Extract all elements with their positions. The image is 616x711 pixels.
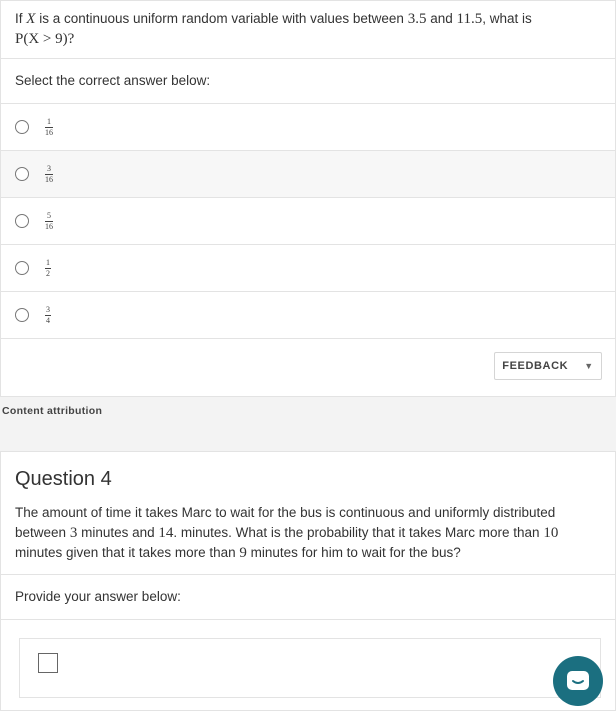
fraction-label: $\frac{3}{16}$	[45, 163, 53, 184]
q4-max-value: 14	[158, 525, 174, 541]
fraction-label: $\frac{1}{2}$	[46, 257, 50, 278]
radio-button[interactable]	[15, 261, 29, 275]
q3-variable: X	[26, 11, 36, 27]
q3-text-suffix: , what is	[482, 11, 532, 26]
fraction-label: $\frac{5}{16}$	[45, 210, 53, 231]
answer-input-box[interactable]	[38, 653, 58, 673]
q4-threshold-value: 10	[543, 525, 559, 541]
q3-text-mid: is a continuous uniform random variable with values between	[39, 11, 404, 26]
answer-area[interactable]	[19, 638, 601, 698]
chat-button[interactable]	[553, 656, 603, 706]
option-2[interactable]	[1, 151, 615, 198]
question-3-text	[1, 1, 615, 59]
fraction-label: $\frac{3}{4}$	[46, 304, 50, 325]
option-3[interactable]	[1, 198, 615, 245]
q3-low-value: 3.5	[407, 11, 427, 27]
question-4-card	[0, 451, 616, 711]
feedback-button[interactable]	[494, 352, 602, 380]
option-5[interactable]	[1, 292, 615, 339]
chevron-down-icon: ▼	[584, 361, 594, 371]
radio-button[interactable]	[15, 214, 29, 228]
feedback-label: FEEDBACK	[502, 360, 569, 372]
radio-button[interactable]	[15, 167, 29, 181]
q3-and: and	[430, 11, 453, 26]
q3-prob-expression: P(X > 9)?	[15, 31, 75, 47]
q3-text-prefix: If	[15, 11, 23, 26]
content-attribution-link[interactable]: Content attribution	[2, 405, 103, 417]
radio-button[interactable]	[15, 308, 29, 322]
question-4-title: Question 4	[15, 468, 112, 490]
option-4[interactable]	[1, 245, 615, 292]
select-answer-label: Select the correct answer below:	[1, 59, 615, 104]
q4-min-value: 3	[69, 525, 78, 541]
option-1[interactable]	[1, 104, 615, 151]
radio-button[interactable]	[15, 120, 29, 134]
provide-answer-label: Provide your answer below:	[1, 575, 615, 620]
chat-icon	[565, 669, 591, 693]
feedback-row	[1, 339, 615, 393]
q3-high-value: 11.5	[456, 11, 483, 27]
q4-given-value: 9	[239, 545, 247, 561]
question-4-text: The amount of time it takes Marc to wait for the bus is continuous and uniformly distributed between 3 minutes and 14. minutes. What is the probability that it takes Marc more than 10 minutes given that it takes more than 9 minutes for him to wait for the bus?	[1, 503, 615, 575]
fraction-label: $\frac{1}{16}$	[45, 116, 53, 137]
